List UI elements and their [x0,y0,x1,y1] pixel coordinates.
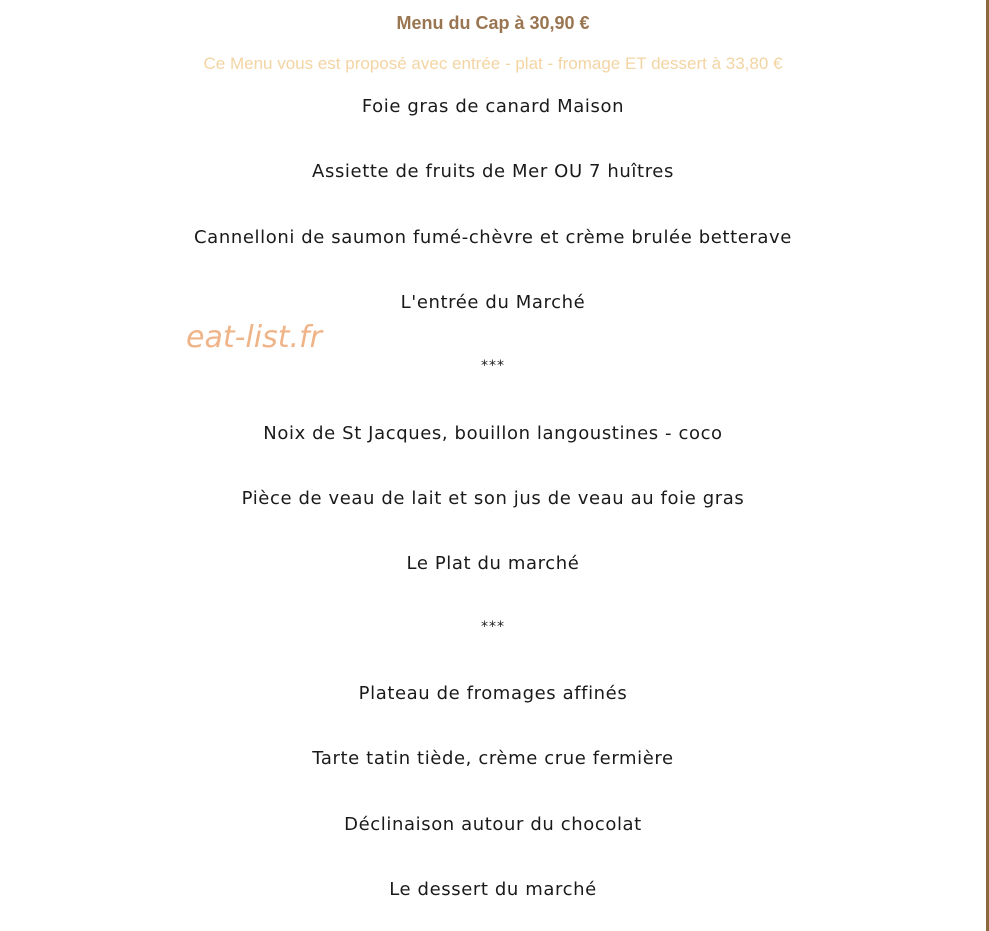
menu-title: Menu du Cap à 30,90 € [396,13,590,33]
list-item: Noix de St Jacques, bouillon langoustines - coco [263,423,723,444]
list-item: Tarte tatin tiède, crème crue fermière [312,748,674,769]
list-item: Déclinaison autour du chocolat [344,814,642,835]
list-item: Pièce de veau de lait et son jus de veau au foie gras [241,488,745,509]
menu-subtitle: Ce Menu vous est proposé avec entrée - plat - fromage ET dessert à 33,80 € [203,54,783,73]
list-item: Cannelloni de saumon fumé-chèvre et crème brulée betterave [194,227,792,248]
list-item: Le Plat du marché [406,553,580,574]
section-separator: *** [481,358,505,374]
list-item: Le dessert du marché [389,879,597,900]
list-item: Assiette de fruits de Mer OU 7 huîtres [312,161,674,182]
section-separator: *** [481,619,505,635]
list-item: Foie gras de canard Maison [361,96,625,117]
list-item: Plateau de fromages affinés [358,683,628,704]
watermark-logo: eat-list.fr [186,320,322,355]
list-item: L'entrée du Marché [400,292,586,313]
